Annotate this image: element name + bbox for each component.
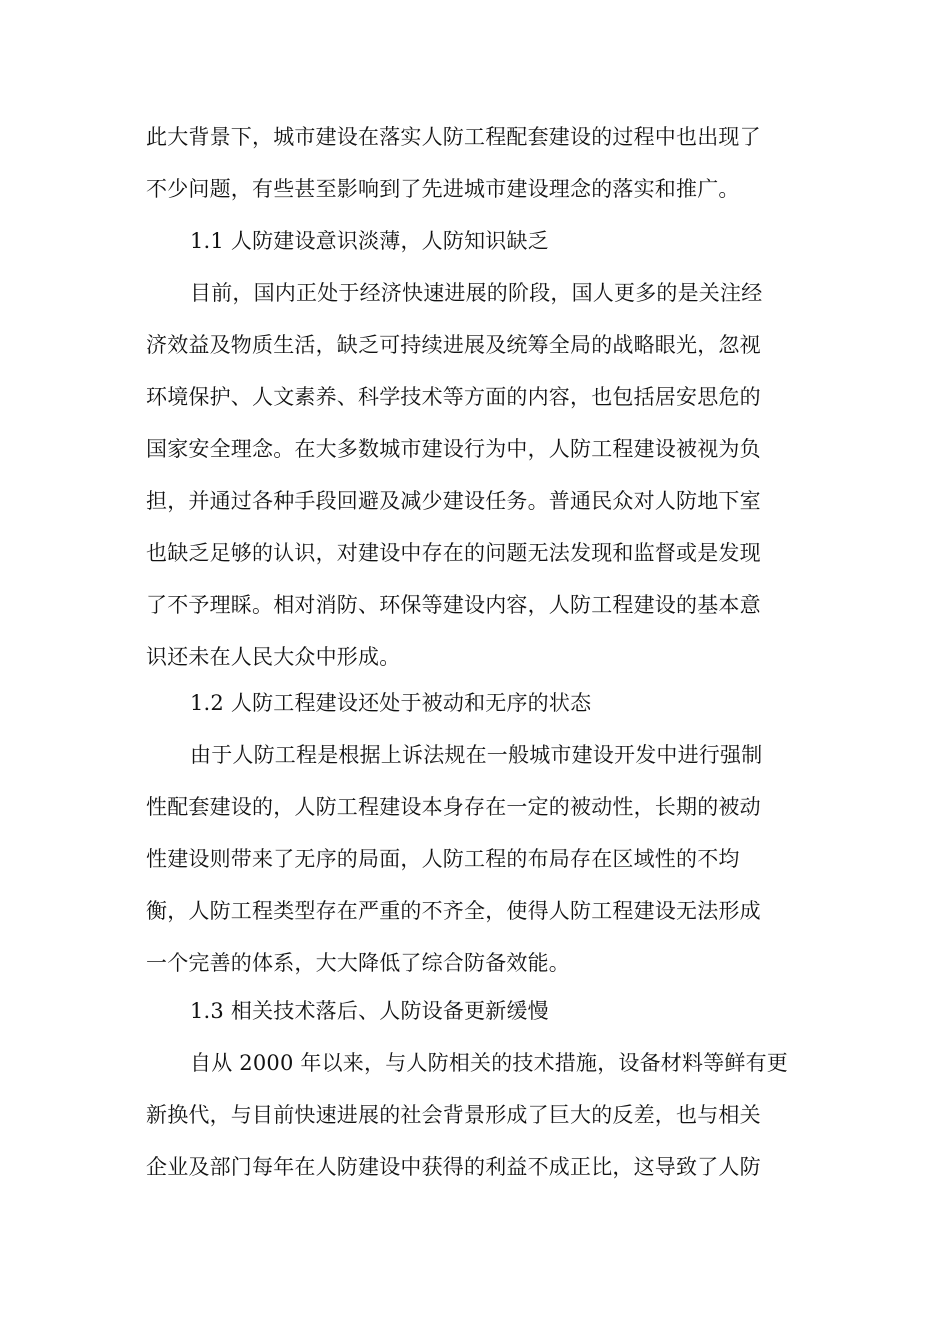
paragraph-first-line: 自从 2000 年以来，与人防相关的技术措施，设备材料等鲜有更 [190, 1051, 788, 1075]
body-text-line: 新换代，与目前快速进展的社会背景形成了巨大的反差，也与相关 [146, 1103, 761, 1127]
body-text-line: 济效益及物质生活，缺乏可持续进展及统筹全局的战略眼光，忽视 [146, 333, 761, 357]
section-heading-1-2: 1.2 人防工程建设还处于被动和无序的状态 [190, 691, 592, 715]
body-text-line: 识还未在人民大众中形成。 [146, 645, 401, 669]
section-heading-1-3: 1.3 相关技术落后、人防设备更新缓慢 [190, 999, 549, 1023]
body-text-line: 此大背景下，城市建设在落实人防工程配套建设的过程中也出现了 [146, 125, 761, 149]
body-text-line: 性配套建设的，人防工程建设本身存在一定的被动性，长期的被动 [146, 795, 761, 819]
body-text-line: 不少问题，有些甚至影响到了先进城市建设理念的落实和推广。 [146, 177, 740, 201]
body-text-line: 国家安全理念。在大多数城市建设行为中，人防工程建设被视为负 [146, 437, 761, 461]
body-text-line: 担，并通过各种手段回避及减少建设任务。普通民众对人防地下室 [146, 489, 761, 513]
section-heading-1-1: 1.1 人防建设意识淡薄，人防知识缺乏 [190, 229, 549, 253]
body-text-line: 一个完善的体系，大大降低了综合防备效能。 [146, 951, 570, 975]
body-text-line: 了不予理睬。相对消防、环保等建设内容，人防工程建设的基本意 [146, 593, 761, 617]
body-text-line: 性建设则带来了无序的局面，人防工程的布局存在区域性的不均 [146, 847, 740, 871]
body-text-line: 衡，人防工程类型存在严重的不齐全，使得人防工程建设无法形成 [146, 899, 761, 923]
body-text-line: 环境保护、人文素养、科学技术等方面的内容，也包括居安思危的 [146, 385, 761, 409]
paragraph-first-line: 由于人防工程是根据上诉法规在一般城市建设开发中进行强制 [190, 743, 763, 767]
body-text-line: 企业及部门每年在人防建设中获得的利益不成正比，这导致了人防 [146, 1155, 761, 1179]
paragraph-first-line: 目前，国内正处于经济快速进展的阶段，国人更多的是关注经 [190, 281, 763, 305]
body-text-line: 也缺乏足够的认识，对建设中存在的问题无法发现和监督或是发现 [146, 541, 761, 565]
